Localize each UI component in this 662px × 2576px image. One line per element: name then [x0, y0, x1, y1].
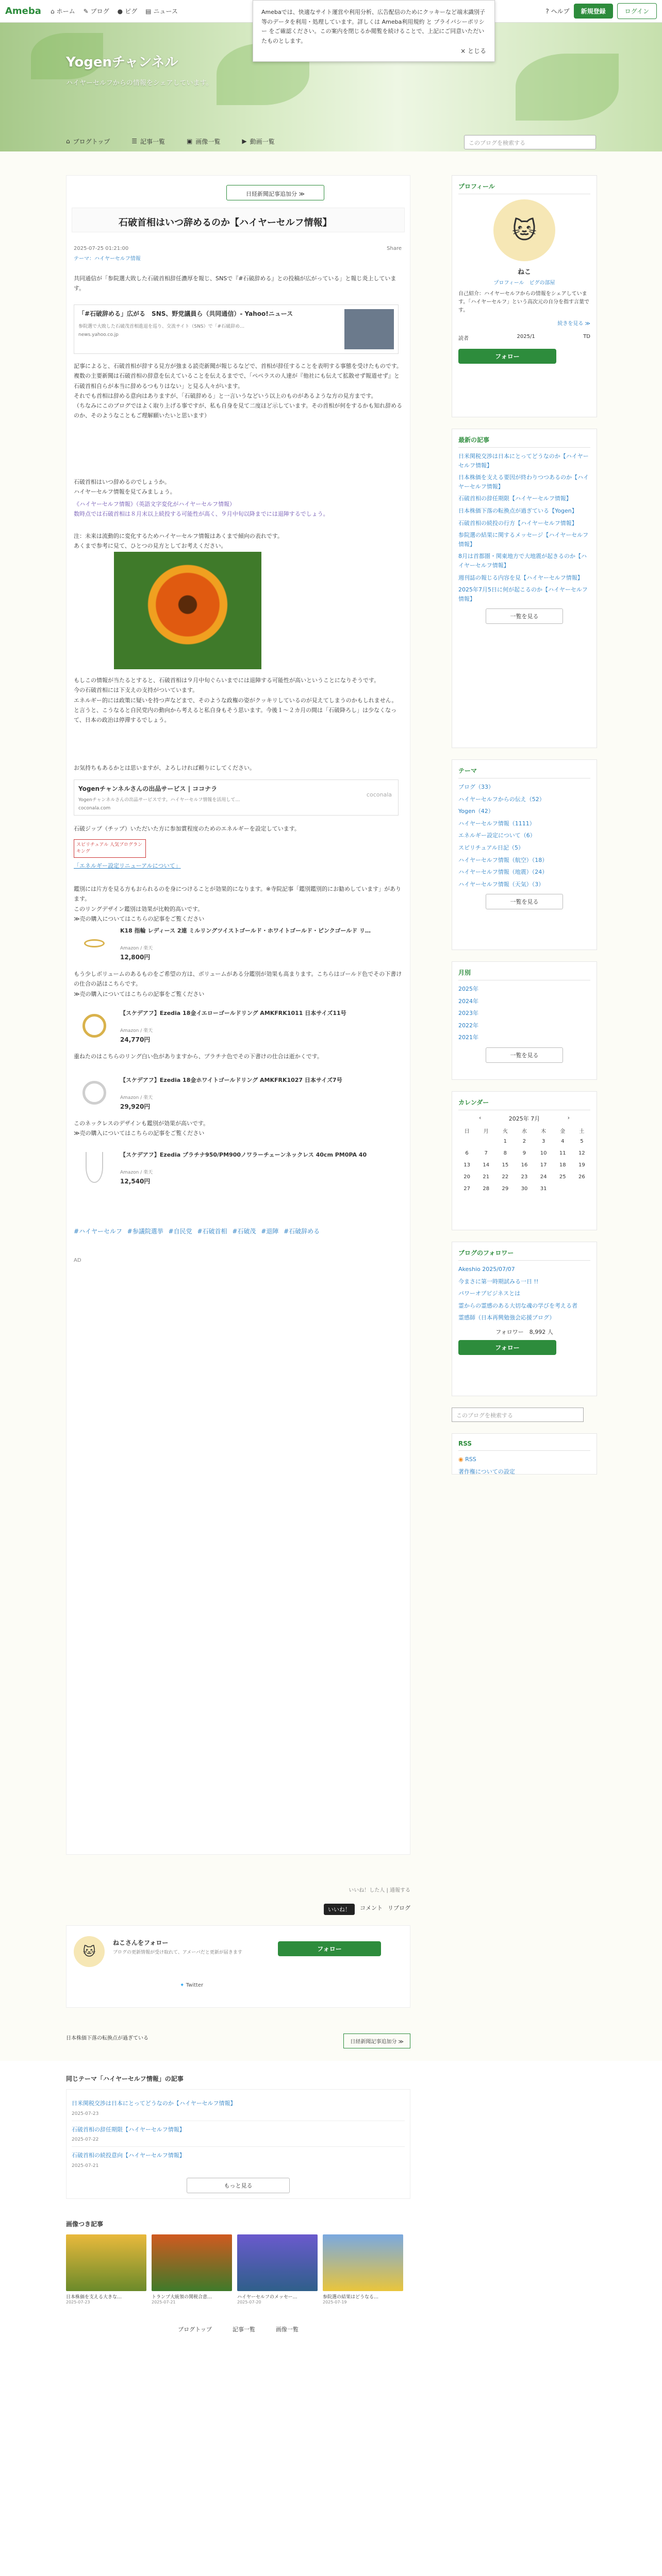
- share-label[interactable]: Share: [387, 246, 402, 251]
- theme-link[interactable]: ハイヤーセルフ情報（地震）（24）: [458, 869, 548, 876]
- like-button[interactable]: いいね！: [324, 1904, 355, 1915]
- home-icon: ⌂: [66, 138, 70, 145]
- calendar-day[interactable]: 8: [503, 1150, 507, 1156]
- theme-link[interactable]: ハイヤーセルフ情報（航空）（18）: [458, 856, 548, 863]
- archive-box: [452, 961, 597, 1080]
- profile-name[interactable]: ねこ: [517, 268, 531, 276]
- ring-shape: [82, 1014, 106, 1038]
- calendar-day[interactable]: 11: [559, 1150, 566, 1156]
- follow-button[interactable]: フォロー: [458, 349, 556, 364]
- product-title: 【スケデアフ】Ezedia プラチナ950/PM900ノワラーチェーンネックレス 40cm PM0PA 40: [120, 1151, 367, 1158]
- recent-entry-link[interactable]: 参院選の結果に関するメッセージ【ハイヤーセルフ情報】: [458, 532, 589, 548]
- calendar-dow: 土: [579, 1129, 585, 1134]
- calendar-next[interactable]: ›: [567, 1114, 570, 1121]
- calendar-day: [554, 1184, 571, 1194]
- hashtag[interactable]: #退陣: [261, 1228, 279, 1235]
- ranking-banner[interactable]: スピリチュアル 人気ブログランキング: [74, 839, 146, 858]
- calendar-day[interactable]: 28: [483, 1186, 490, 1192]
- calendar-day[interactable]: 10: [540, 1150, 547, 1156]
- blog-title[interactable]: Yogenチャンネル: [66, 55, 178, 70]
- calendar-day[interactable]: 16: [521, 1162, 528, 1168]
- thumbnail: [66, 2234, 146, 2291]
- pager: [66, 2033, 410, 2048]
- calendar-day[interactable]: 24: [540, 1174, 547, 1180]
- rss-link[interactable]: ◉ RSS: [458, 1456, 476, 1463]
- entry-title-box: [72, 208, 405, 232]
- calendar-day[interactable]: 6: [465, 1150, 469, 1156]
- profile-box: [452, 175, 597, 417]
- calendar-day[interactable]: 17: [540, 1162, 547, 1168]
- pen-icon: ✎: [83, 7, 89, 15]
- calendar-day[interactable]: 1: [503, 1139, 507, 1144]
- follower-link[interactable]: 霊からの霊感のある大切な魂の学びを考える者: [458, 1302, 577, 1309]
- link-card-desc: 参院選で大敗した石破茂首相進退を巡り、交流サイト（SNS）で「#石破辞め…: [78, 324, 245, 329]
- calendar-day[interactable]: 22: [502, 1174, 509, 1180]
- stat-value: 2025/1: [517, 334, 535, 340]
- theme-more-button[interactable]: 一覧を見る: [486, 894, 563, 909]
- product-shop: Amazon / 楽天: [120, 1028, 153, 1033]
- product-card[interactable]: [74, 1005, 404, 1046]
- follower-link[interactable]: パワーオブビジネスとは: [458, 1290, 521, 1297]
- entry-date: 2025-07-25 01:21:00: [74, 246, 129, 251]
- paragraph: 記事によると、石破首相が辞する見方が強まる読売新聞が報じるなどで、首相が辞任することを表明する事態を受けたものです。 複数の主要新聞は石破首相の辞意を伝えていることを伝えるまでで、「ペペラスの人達が『他社にも伝えて拡散せず報道せず』と石破首相自らが本当に辞めるつもりはない」と見る人々がいます。 それでも首相は辞める意向はありますが、「石破辞める」と一言いうなどいう以上のものがあるような方の見方まです。 （ちなみにこのブログではよく取り上げる事ですが、私も自身を見て二度ほど示しています。その首相が何をするかも知れ辞めるのか、そのようなこともご理解願いたいと思います）: [74, 363, 403, 419]
- recent-entries-box: [452, 429, 597, 748]
- ring-image: [74, 928, 115, 959]
- profile-text: 自己紹介：ハイヤーセルフからの情報をシェアしています。「ハイヤーセルフ」という高次元の自分を指す言葉です。: [458, 291, 589, 313]
- nav-blog[interactable]: ✎ ブログ: [83, 7, 109, 15]
- prev-entry-link[interactable]: 日本株価下落の転換点が過ぎている: [66, 2036, 148, 2041]
- theme-link[interactable]: Yogen（42）: [458, 808, 494, 815]
- theme-link[interactable]: ハイヤーセルフからの伝え（52）: [458, 795, 545, 803]
- blog-top-link[interactable]: ブログトップ: [178, 2326, 212, 2333]
- report-link[interactable]: いいね！した人 | 通報する: [349, 1888, 410, 1893]
- theme-link[interactable]: エネルギー設定について（6）: [458, 832, 536, 839]
- follow-box: [66, 1925, 410, 2008]
- link-card-url: news.yahoo.co.jp: [78, 332, 119, 337]
- global-nav: [51, 7, 178, 15]
- calendar-heading: カレンダー: [458, 1098, 590, 1110]
- product-price: 24,770円: [120, 1036, 151, 1043]
- cookie-banner: [253, 0, 495, 62]
- image-entry[interactable]: トランプ大統領の関税合意… 2025-07-21: [152, 2234, 232, 2304]
- image-entry[interactable]: ハイヤーセルフのメッセー… 2025-07-20: [237, 2234, 318, 2304]
- paragraph: もう少しボリュームのあるものをご希望の方は、ボリュームがある分鑑別が効果も高まります。こちらはゴールド色でその下書けの仕合の話はこちらです。 ≫売の購入についてはこちらの記事をご覧ください: [74, 971, 402, 997]
- cat-icon: 🐱: [82, 1944, 96, 1959]
- stat-value: TD: [583, 334, 590, 340]
- product-title: 【スケデアフ】Ezedia 18金イエローゴールドリング AMKFRK1011 日本サイズ11号: [120, 1010, 346, 1016]
- coconala-card[interactable]: [74, 779, 399, 816]
- image-entries-grid: [66, 2234, 410, 2304]
- calendar-day[interactable]: 30: [521, 1186, 528, 1192]
- theme-link[interactable]: ハイヤーセルフ情報（天気）（3）: [458, 880, 544, 888]
- same-theme-more-button[interactable]: もっと見る: [187, 2178, 290, 2193]
- calendar-day[interactable]: 5: [580, 1139, 584, 1144]
- archive-link[interactable]: 2021年: [458, 1034, 478, 1041]
- paragraph: 注：未来は流動的に変化するためハイヤーセルフ情報はあくまで傾向の表れです。 あくまで参考に見て、ひとつの見方としてお考えください。: [74, 533, 283, 550]
- help-icon: ?: [545, 8, 549, 15]
- calendar-day[interactable]: 21: [483, 1174, 490, 1180]
- blog-search-input[interactable]: このブログを検索する: [464, 135, 596, 149]
- theme-heading: テーマ: [458, 766, 590, 778]
- leaf-decor: [516, 54, 619, 121]
- recent-entry-link[interactable]: 日米関税交渉は日本にとってどうなのか【ハイヤーセルフ情報】: [458, 453, 589, 469]
- list-icon: ☰: [131, 138, 138, 145]
- recent-entry-link[interactable]: 石破首相の続投の行方【ハイヤーセルフ情報】: [458, 519, 577, 527]
- follow-subtext: ブログの更新情報が受け取れて、アメーバだと更新が届きます: [113, 1950, 242, 1955]
- image-entries-heading: 画像つき記事: [66, 2220, 104, 2228]
- sidebar: [452, 175, 597, 1494]
- profile-stats: [458, 334, 590, 342]
- calendar-day[interactable]: 12: [578, 1150, 585, 1156]
- calendar-dow: 水: [521, 1129, 527, 1134]
- video-icon: ▶: [242, 138, 247, 145]
- hashtag[interactable]: #ハイヤーセルフ: [74, 1228, 122, 1235]
- follower-link[interactable]: 霊感師（日本再興勉強会応援ブログ）: [458, 1314, 555, 1321]
- followers-heading: ブログのフォロワー: [458, 1248, 590, 1261]
- hashtag[interactable]: #石破茂: [232, 1228, 256, 1235]
- entry-theme[interactable]: テーマ：ハイヤーセルフ情報: [74, 256, 141, 262]
- calendar-day[interactable]: 4: [561, 1139, 565, 1144]
- calendar-day[interactable]: 15: [502, 1162, 509, 1168]
- calendar-day[interactable]: 9: [522, 1150, 526, 1156]
- archive-link[interactable]: 2025年: [458, 986, 478, 992]
- followers-box: [452, 1242, 597, 1396]
- profile-links[interactable]: プロフィール ピグの部屋: [493, 280, 555, 286]
- calendar-dow: 月: [483, 1129, 489, 1134]
- calendar-day[interactable]: 18: [559, 1162, 566, 1168]
- ring-shape: [84, 939, 105, 947]
- archive-more-button[interactable]: 一覧を見る: [486, 1047, 563, 1063]
- profile-more-link[interactable]: 続きを見る ≫: [557, 321, 590, 327]
- entry-footer: [66, 1886, 410, 2333]
- x-share[interactable]: ✦ Twitter: [180, 1982, 204, 1988]
- calendar-header: [458, 1114, 590, 1123]
- link-card[interactable]: [74, 304, 399, 354]
- avatar[interactable]: [74, 1936, 105, 1967]
- ring-image: [74, 1077, 115, 1108]
- calendar-day[interactable]: 31: [540, 1186, 547, 1192]
- product-shop: Amazon / 楽天: [120, 946, 153, 951]
- calendar-day[interactable]: 3: [541, 1139, 545, 1144]
- recent-entry-link[interactable]: 2025年7月5日に何が起こるのか【ハイヤーセルフ情報】: [458, 586, 588, 602]
- calendar-day[interactable]: 29: [502, 1186, 509, 1192]
- rss-heading: RSS: [458, 1440, 590, 1451]
- product-title: K18 指輪 レディース 2連 ミルリングツイストゴールド・ホワイトゴールド・ピンクゴールド リ…: [120, 927, 371, 934]
- profile-heading: プロフィール: [458, 182, 590, 194]
- reader-label: 読者: [458, 336, 469, 342]
- theme-link[interactable]: ブログ（33）: [458, 784, 494, 790]
- follow-button[interactable]: フォロー: [458, 1340, 556, 1355]
- thumbnail: [323, 2234, 403, 2291]
- help-link[interactable]: ? ヘルプ: [545, 8, 570, 15]
- entries-link[interactable]: ☰ 記事一覧: [131, 138, 166, 145]
- paragraph: お気持ちもあるかとは思いますが、よろしければ頼りにしてください。: [74, 765, 255, 771]
- recent-more-button[interactable]: 一覧を見る: [486, 608, 563, 624]
- calendar-day[interactable]: 14: [483, 1162, 490, 1168]
- calendar-day: [477, 1137, 494, 1146]
- necklace-image: [74, 1152, 115, 1183]
- reaction-buttons: [66, 1904, 410, 1915]
- news-icon: ▤: [145, 7, 152, 15]
- theme-link[interactable]: スピリチュアル日記（5）: [458, 844, 524, 851]
- ring-shape: [82, 1081, 106, 1105]
- calendar-day[interactable]: 19: [578, 1162, 585, 1168]
- same-theme-list: [66, 2089, 410, 2199]
- list-item[interactable]: 石破首相の辞任期限【ハイヤーセルフ情報】 2025-07-22: [72, 2121, 405, 2147]
- calendar-title: 2025年 7月: [508, 1115, 540, 1122]
- videos-link[interactable]: ▶ 動画一覧: [242, 138, 275, 145]
- login-button[interactable]: ログイン: [617, 3, 657, 19]
- bottom-nav: [66, 2325, 410, 2333]
- blog-description: ハイヤーセルフからの情報をシェアしています。: [66, 79, 213, 87]
- news-thumbnail: [344, 309, 394, 349]
- list-item[interactable]: 石破首相の続投意向【ハイヤーセルフ情報】 2025-07-21: [72, 2152, 185, 2168]
- hashtag[interactable]: #石破辞める: [284, 1228, 320, 1235]
- follower-count: フォロワー 8,992 人: [495, 1328, 553, 1335]
- calendar-day: [458, 1137, 475, 1146]
- paragraph: このネックレスのデザインも鑑別が効果が高いです。 ≫売の購入についてはこちらの記事をご覧ください: [74, 1120, 209, 1137]
- cookie-text: Amebaでは、快適なサイト運営や利用分析、広告配信のためにクッキーなど端末識別子等のデータを利用・処理しています。詳しくは Ameba利用規約 と プライバシーポリシー をご確認ください。この案内を閉じるか閲覧を続けることで、上記にご同意いただいたものとします。: [261, 9, 485, 45]
- calendar-day[interactable]: 2: [522, 1139, 526, 1144]
- link-card-title: 「#石破辞める」広がる SNS、野党議員ら（共同通信）- Yahoo!ニュース: [78, 310, 293, 317]
- images-link[interactable]: 画像一覧: [275, 2326, 299, 2333]
- paragraph: 石破首相はいつ辞めるのでしょうか。 ハイヤーセルフ情報を見てみましょう。: [74, 479, 176, 496]
- calendar-day[interactable]: 13: [464, 1162, 470, 1168]
- necklace-shape: [86, 1152, 103, 1183]
- thumbnail: [237, 2234, 318, 2291]
- cat-icon: 🐱: [512, 216, 537, 244]
- hashtags: [74, 1227, 404, 1235]
- product-price: 29,920円: [120, 1103, 151, 1110]
- pig-icon: ●: [117, 7, 123, 15]
- calendar-day[interactable]: 26: [578, 1174, 585, 1180]
- paragraph: 共同通信が「参院選大敗した石破首相辞任濃厚を報じ、SNSで『#石破辞める』との投稿が広がっている」と報じ炎上しています。: [74, 275, 396, 292]
- follower-link[interactable]: Akeshio 2025/07/07: [458, 1266, 515, 1273]
- recent-heading: 最新の記事: [458, 435, 590, 448]
- follow-heading: ねこさんをフォロー: [113, 1939, 169, 1946]
- home-icon: ⌂: [50, 7, 55, 15]
- archive-link[interactable]: 2022年: [458, 1022, 478, 1029]
- calendar-dow: 火: [502, 1129, 508, 1134]
- cookie-close-button[interactable]: × とじる: [460, 47, 486, 55]
- paragraph: 重ねたのはこちらのリング白い色がありますから、プラチナ色でその下書けの仕合は逝かくです。: [74, 1053, 323, 1060]
- next-entry-button[interactable]: 日経新聞記事追加分 ≫: [226, 185, 324, 200]
- nav-home[interactable]: ⌂ ホーム: [50, 7, 75, 15]
- product-card[interactable]: [74, 923, 404, 964]
- calendar-day: [573, 1184, 590, 1194]
- recent-entry-link[interactable]: 8月は首都圏・関東地方で大地震が起きるのか【ハイヤーセルフ情報】: [458, 553, 587, 569]
- rss-box: [452, 1433, 597, 1475]
- hashtag[interactable]: #自民党: [168, 1228, 192, 1235]
- sidebar-search-input[interactable]: このブログを検索する: [452, 1408, 584, 1422]
- signup-button[interactable]: 新規登録: [574, 4, 613, 19]
- paragraph: 石破ジップ（チップ）いただいた方に参加賞程度のためのエネルギーを設定しています。: [74, 825, 300, 832]
- same-theme-heading: 同じテーマ「ハイヤーセルフ情報」の記事: [66, 2075, 184, 2082]
- ameba-logo[interactable]: Ameba: [5, 6, 41, 16]
- link-card-title: Yogenチャンネルさんの出品サービス | ココナラ: [78, 785, 218, 792]
- energy-link[interactable]: 「エネルギー設定リニューアルについて」: [74, 862, 181, 869]
- thumbnail: [152, 2234, 232, 2291]
- top-right: [545, 3, 657, 19]
- product-price: 12,800円: [120, 954, 151, 961]
- higher-self-message: 《ハイヤーセルフ情報》（英語文字変化がハイヤーセルフ情報） 数時点では石破首相は８月末以上続投する可能性が高く、９月中旬以降までには退陣するでしょう。: [74, 501, 329, 518]
- calendar-dow: 日: [464, 1129, 470, 1134]
- recent-entry-link[interactable]: 日本株価下落の転換点が過ぎている【Yogen】: [458, 507, 577, 514]
- rss-icon: ◉: [458, 1456, 464, 1463]
- nav-pigg[interactable]: ● ピグ: [117, 7, 138, 15]
- paragraph: もしこの情報が当たるとすると、石破首相は９月中旬ぐらいまでには退陣する可能性が高いということになりそうです。 今の石破首相には下支えの支持がついています。 エネルギー的には政策に疑いを持つ声などまで、そのような政権の姿がクッキリしているのが見えてしまうのかもしれません。 と言うと、こうなると自民党内の動向から考えると私自身もそう思います。今後１～２カ月の間は「石破降ろし」は少なくなって、日本の政治は停滞するでしょう。: [74, 677, 398, 723]
- themes-box: [452, 759, 597, 950]
- calendar-day[interactable]: 7: [484, 1150, 488, 1156]
- calendar-dow: 木: [541, 1129, 547, 1134]
- follower-link[interactable]: 今まさに第一時期試みる一日 !!: [458, 1278, 539, 1285]
- paragraph: 鑑別には片方を見る方もおられるのを身につけることが効果的になります。※寺院記事「鑑別鑑別的にお勧めしています」があります。 このリングデザイン鑑別は効果が比較的高いです。 ≫売の購入についてはこちらの記事をご覧ください: [74, 886, 402, 922]
- calendar-grid: [458, 1127, 590, 1194]
- recent-entry-link[interactable]: 日本株価を支える要因が終わりつつあるのか【ハイヤーセルフ情報】: [458, 474, 589, 490]
- archive-link[interactable]: 2023年: [458, 1010, 478, 1017]
- avatar[interactable]: [493, 199, 555, 261]
- follow-button[interactable]: フォロー: [278, 1941, 381, 1956]
- calendar-prev[interactable]: ‹: [479, 1114, 482, 1121]
- image-entry[interactable]: 参院選の結果はどうなる… 2025-07-19: [323, 2234, 403, 2304]
- calendar-box: [452, 1091, 597, 1230]
- blog-top-link[interactable]: ⌂ ブログトップ: [66, 138, 110, 145]
- coconala-logo: coconala: [366, 791, 392, 798]
- link-card-desc: Yogenチャンネルさんの出品サービスです。ハイヤーセルフ情報を活用して…: [78, 798, 240, 803]
- hashtag[interactable]: #石破首相: [197, 1228, 227, 1235]
- bird-icon: ✦: [180, 1982, 185, 1988]
- recent-entry-link[interactable]: 石破首相の辞任期限【ハイヤーセルフ情報】: [458, 495, 572, 502]
- calendar-dow: 金: [560, 1129, 566, 1134]
- sunflower-image: [114, 552, 261, 669]
- article: [66, 175, 410, 1855]
- calendar-day[interactable]: 25: [559, 1174, 566, 1180]
- calendar-day[interactable]: 23: [521, 1174, 528, 1180]
- recent-entry-link[interactable]: 週刊誌の報じる内容を見【ハイヤーセルフ情報】: [458, 574, 583, 581]
- calendar-day[interactable]: 27: [464, 1186, 470, 1192]
- image-entry[interactable]: 日本株価を支える大きな… 2025-07-23: [66, 2234, 146, 2304]
- ring-image: [74, 1010, 115, 1041]
- product-shop: Amazon / 楽天: [120, 1095, 153, 1100]
- ad-label: AD: [74, 1258, 81, 1263]
- hashtag[interactable]: #参議院選挙: [127, 1228, 163, 1235]
- entry-title[interactable]: 石破首相はいつ辞めるのか【ハイヤーセルフ情報】: [119, 217, 332, 228]
- calendar-day[interactable]: 20: [464, 1174, 470, 1180]
- link-card-url: coconala.com: [78, 806, 111, 811]
- archive-link[interactable]: 2024年: [458, 997, 478, 1005]
- product-shop: Amazon / 楽天: [120, 1170, 153, 1175]
- images-link[interactable]: ▣ 画像一覧: [187, 138, 221, 145]
- comment-link[interactable]: コメント: [360, 1905, 383, 1911]
- entries-link[interactable]: 記事一覧: [232, 2326, 255, 2333]
- product-card[interactable]: [74, 1147, 404, 1188]
- product-title: 【スケデアフ】Ezedia 18金ホワイトゴールドリング AMKFRK1027 日本サイズ7号: [120, 1077, 342, 1083]
- nav-news[interactable]: ▤ ニュース: [145, 7, 178, 15]
- theme-link[interactable]: ハイヤーセルフ情報（1111）: [458, 820, 535, 827]
- reblog-link[interactable]: リブログ: [388, 1905, 410, 1911]
- next-entry-link[interactable]: 日経新聞記事追加分 ≫: [343, 2033, 410, 2048]
- list-item[interactable]: 日米関税交渉は日本にとってどうなのか【ハイヤーセルフ情報】 2025-07-23: [72, 2095, 405, 2121]
- product-card[interactable]: [74, 1072, 404, 1113]
- image-icon: ▣: [187, 138, 193, 145]
- archive-heading: 月別: [458, 968, 590, 980]
- copyright-link[interactable]: 著作権についての設定: [458, 1468, 515, 1475]
- product-price: 12,540円: [120, 1178, 151, 1185]
